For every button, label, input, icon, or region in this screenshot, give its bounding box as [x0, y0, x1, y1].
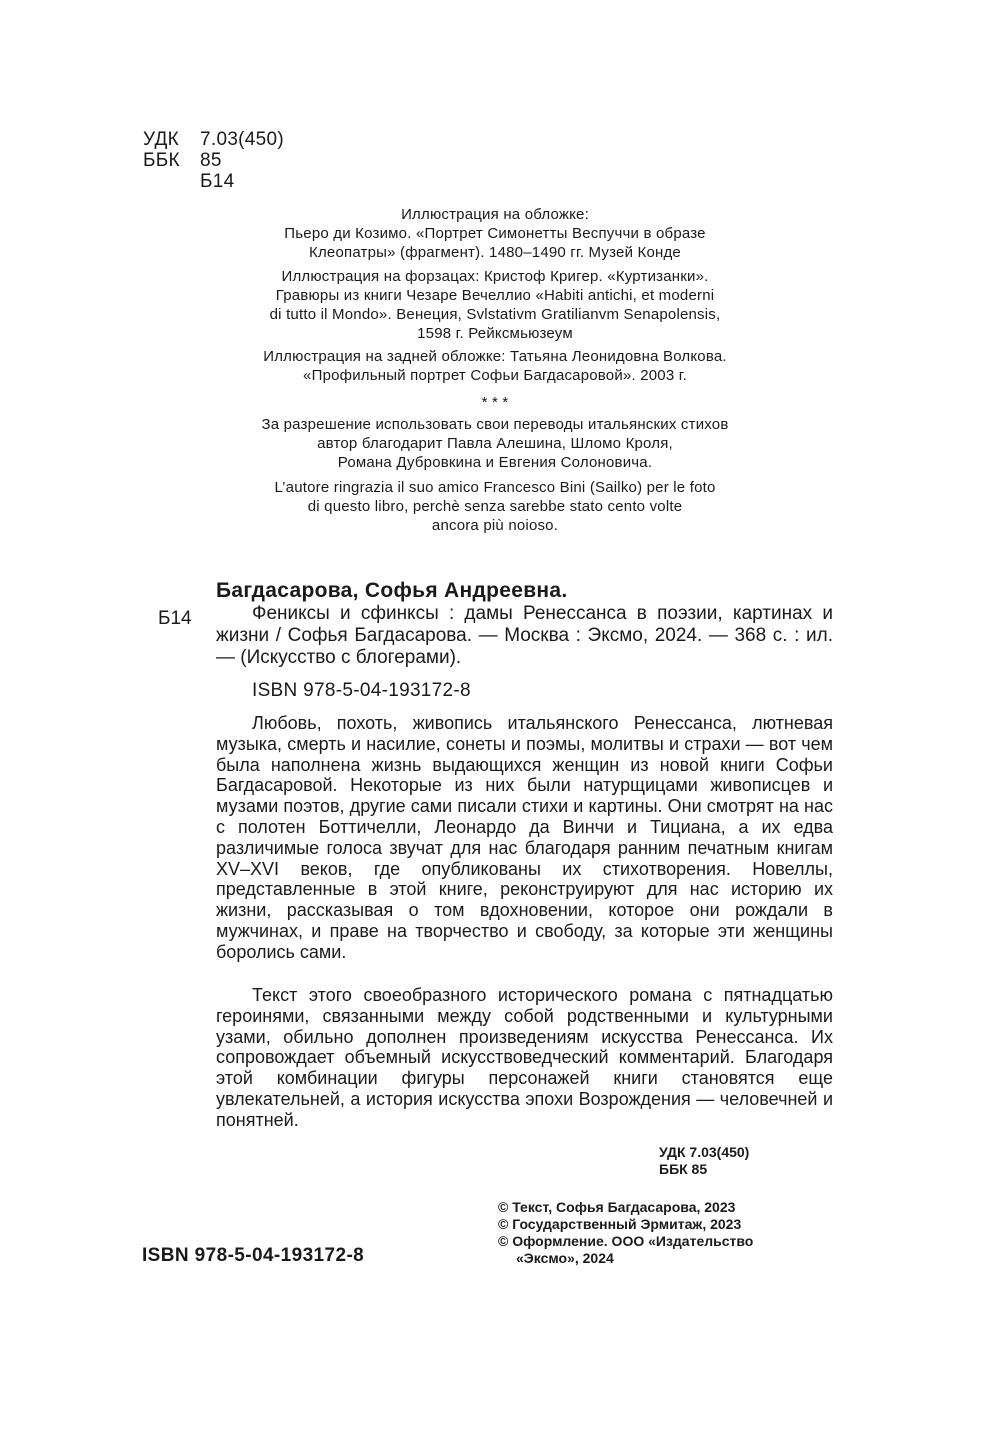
annotation-paragraph: Текст этого своеобразного исторического романа с пятнадцатью героинями, связанными между собой родственными и культурными узами, обильно дополнен произведениям искусства Ренессанса. Их сопровождает объемный искусствоведческий комментарий. Благодаря этой комбинации фигуры персонажей книги становятся еще увлекательней, а история искусства эпохи Возрождения — человечней и понятней. — [216, 985, 833, 1130]
endpaper-illustration-credit: Иллюстрация на форзацах: Кристоф Кригер. «Куртизанки». Гравюры из книги Чезаре Вечеллио «Habiti antichi, et moderni di tutto il Mondo». Венеция, Svlstativm Gratilianvm Senapolensis, 1598 г. Рейксмьюзеум — [269, 268, 721, 342]
photo-thanks: L’autore ringrazia il suo amico Francesco Bini (Sailko) per le foto di questo libro, perchè senza sarebbe stato cento volte ancora più noioso. — [274, 479, 716, 534]
back-cover-illustration-credit: Иллюстрация на задней обложке: Татьяна Леонидовна Волкова. «Профильный портрет Софьи Багдасаровой». 2003 г. — [263, 348, 727, 384]
translation-thanks: За разрешение использовать свои переводы итальянских стихов автор благодарит Павла Алешина, Шломо Кроля, Романа Дубровкина и Евгения Солоновича. — [261, 416, 729, 471]
annotation-paragraph: Любовь, похоть, живопись итальянского Ренессанса, лютневая музыка, смерть и насилие, сонеты и поэмы, молитвы и страхи — вот чем была наполнена жизнь выдающихся женщин из новой книги Софьи Багдасаровой. Некоторые из них были натурщицами живописцев и музами поэтов, другие сами писали стихи и картины. Они смотрят на нас с полотен Боттичелли, Леонардо да Винчи и Тициана, а их едва различимые голоса звучат для нас благодаря ранним печатным книгам XV–XVI веков, где опубликованы их стихотворения. Новеллы, представленные в этой книге, реконструируют для нас историю их жизни, рассказывая о том вдохновении, которое они рождали в мужчинах, и праве на творчество и свободу, за которые эти женщины боролись сами. — [216, 713, 833, 962]
section-separator: * * * — [481, 394, 509, 411]
record-index: Б14 — [158, 608, 192, 629]
record-isbn: ISBN 978-5-04-193172-8 — [252, 680, 471, 701]
cover-illustration-credit: Иллюстрация на обложке: Пьеро ди Козимо. «Портрет Симонетты Веспуччи в образе Клеопатры» (фрагмент). 1480–1490 гг. Музей Конде — [284, 206, 706, 261]
author-mark: Б14 — [200, 171, 235, 192]
udk-label: УДК — [143, 129, 180, 150]
udk-value: 7.03(450) — [200, 129, 285, 150]
isbn-footer: ISBN 978-5-04-193172-8 — [142, 1245, 365, 1266]
classification-block — [143, 129, 284, 192]
record-author: Багдасарова, Софья Андреевна. — [216, 579, 568, 602]
copyright-block: © Текст, Софья Багдасарова, 2023 © Государственный Эрмитаж, 2023 © Оформление. ООО «Издательство «Эксмо», 2024 — [498, 1199, 754, 1266]
record-description: Фениксы и сфинксы : дамы Ренессанса в поэзии, картинах и жизни / Софья Багдасарова. — Москва : Эксмо, 2024. — 368 с. : ил. — (Искусство с блогерами). — [216, 603, 833, 668]
classification-codes-footer: УДК 7.03(450) ББК 85 — [659, 1144, 750, 1177]
bbk-value: 85 — [200, 150, 222, 171]
bbk-label: ББК — [143, 150, 180, 171]
